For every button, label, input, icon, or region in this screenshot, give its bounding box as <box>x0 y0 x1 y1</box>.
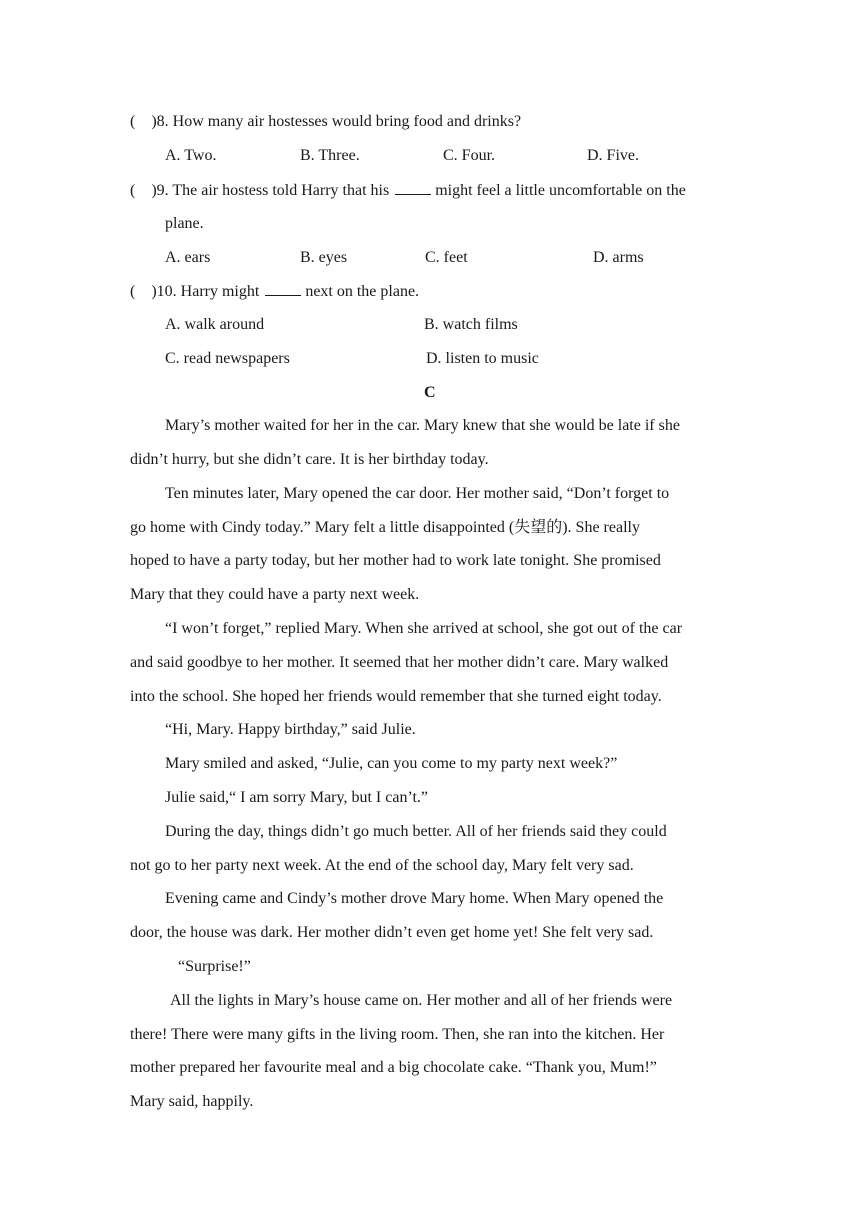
passage-line: “Surprise!” <box>178 958 251 975</box>
passage-line: and said goodbye to her mother. It seemed that her mother didn’t care. Mary walked <box>130 654 669 671</box>
option-d: D. listen to music <box>426 350 539 367</box>
option-a: A. walk around <box>165 316 265 333</box>
answer-paren: ( ) <box>130 182 157 199</box>
passage-line: there! There were many gifts in the living room. Then, she ran into the kitchen. Her <box>130 1026 665 1043</box>
answer-blank <box>395 180 431 195</box>
passage-line: All the lights in Mary’s house came on. Her mother and all of her friends were <box>170 992 673 1009</box>
option-c: C. feet <box>425 249 468 266</box>
question-stem-continued: plane. <box>165 215 204 232</box>
option-d: D. Five. <box>587 147 639 164</box>
question-stem: 10. Harry might <box>156 283 260 300</box>
passage-line: go home with Cindy today.” Mary felt a little disappointed (失望的). She really <box>130 519 640 536</box>
option-c: C. read newspapers <box>165 350 290 367</box>
option-b: B. Three. <box>300 147 360 164</box>
passage-line: Julie said,“ I am sorry Mary, but I can’t.” <box>165 789 429 806</box>
passage-line: hoped to have a party today, but her mother had to work late tonight. She promised <box>130 552 661 569</box>
answer-blank <box>265 281 301 296</box>
passage-line: Evening came and Cindy’s mother drove Mary home. When Mary opened the <box>165 890 664 907</box>
passage-line: into the school. She hoped her friends would remember that she turned eight today. <box>130 688 662 705</box>
passage-line: “Hi, Mary. Happy birthday,” said Julie. <box>165 721 416 738</box>
passage-line: Ten minutes later, Mary opened the car door. Her mother said, “Don’t forget to <box>165 485 670 502</box>
question-stem: 8. How many air hostesses would bring food and drinks? <box>156 113 522 130</box>
passage-line: Mary that they could have a party next week. <box>130 586 420 603</box>
passage-line: During the day, things didn’t go much better. All of her friends said they could <box>165 823 667 840</box>
passage-line: door, the house was dark. Her mother didn’t even get home yet! She felt very sad. <box>130 924 654 941</box>
option-b: B. eyes <box>300 249 348 266</box>
question-stem: next on the plane. <box>305 283 420 300</box>
passage-line: Mary said, happily. <box>130 1093 254 1110</box>
question-10 <box>130 281 419 301</box>
question-9 <box>130 180 686 200</box>
answer-paren: ( ) <box>130 113 157 130</box>
answer-paren: ( ) <box>130 283 157 300</box>
option-c: C. Four. <box>443 147 496 164</box>
option-a: A. ears <box>165 249 211 266</box>
question-8 <box>130 112 521 132</box>
option-a: A. Two. <box>165 147 217 164</box>
passage-line: Mary smiled and asked, “Julie, can you come to my party next week?” <box>165 755 618 772</box>
passage-line: not go to her party next week. At the end of the school day, Mary felt very sad. <box>130 857 634 874</box>
question-stem: might feel a little uncomfortable on the <box>435 182 686 199</box>
passage-line: Mary’s mother waited for her in the car. Mary knew that she would be late if she <box>165 417 680 434</box>
passage-line: didn’t hurry, but she didn’t care. It is her birthday today. <box>130 451 489 468</box>
option-d: D. arms <box>593 249 644 266</box>
passage-line: “I won’t forget,” replied Mary. When she arrived at school, she got out of the car <box>165 620 683 637</box>
question-stem: 9. The air hostess told Harry that his <box>156 182 390 199</box>
passage-line: mother prepared her favourite meal and a big chocolate cake. “Thank you, Mum!” <box>130 1059 657 1076</box>
passage-heading: C <box>424 384 436 401</box>
option-b: B. watch films <box>424 316 518 333</box>
